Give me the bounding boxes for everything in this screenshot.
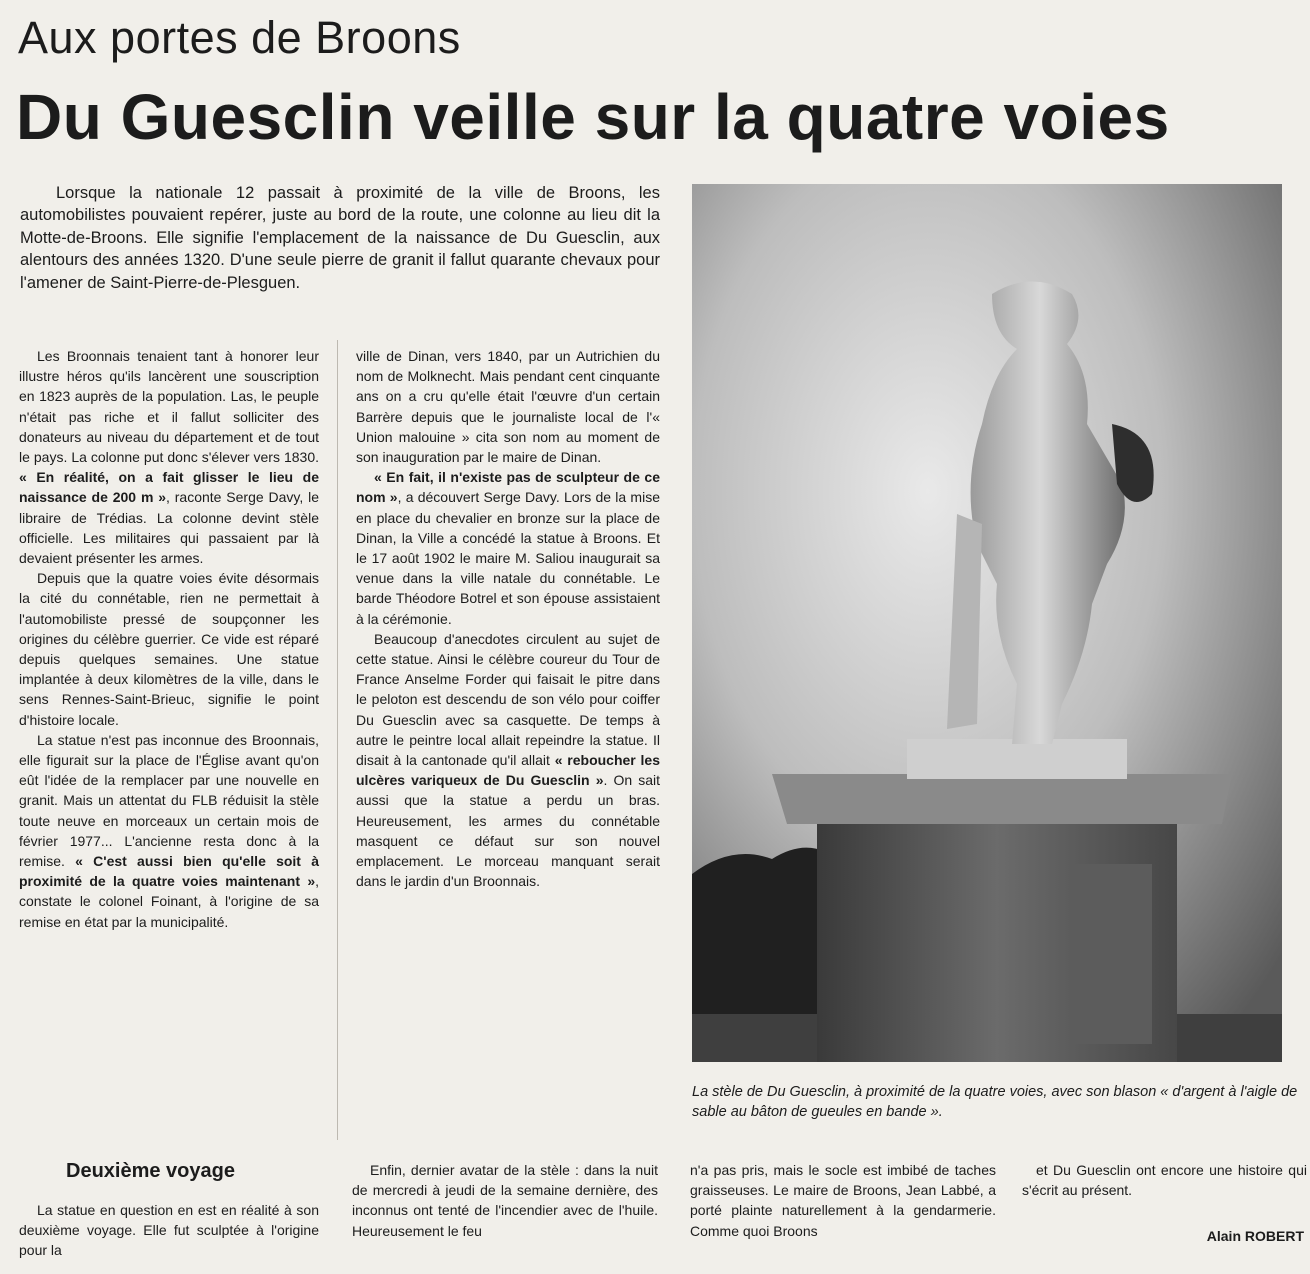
quote: « C'est aussi bien qu'elle soit à proximité de la quatre voies maintenant » [19, 853, 319, 890]
statue-photo [692, 184, 1282, 1062]
bottom-paragraph-4: et Du Guesclin ont encore une histoire qui s'écrit au présent. [1022, 1162, 1307, 1199]
quote: « En réalité, on a fait glisser le lieu de naissance de 200 m » [19, 469, 319, 506]
col2-paragraph-2: « En fait, il n'existe pas de sculpteur de ce nom », a découvert Serge Davy. Lors de la mise en place du chevalier en bronze sur la place de Dinan, la Ville a concédé la statue à Broons. Et le 17 août 1902 le maire M. Saliou inaugurait sa venue dans la ville natale du connétable. Le barde Théodore Botrel et son épouse assistaient à la cérémonie. [356, 469, 660, 627]
byline: Alain ROBERT [1206, 1228, 1304, 1244]
article-column-2 [356, 346, 660, 891]
lead-paragraph: Lorsque la nationale 12 passait à proximité de la ville de Broons, les automobilistes pouvaient repérer, juste au bord de la route, une colonne au lieu dit la Motte-de-Broons. Elle signifie l'emplacement de la naissance de Du Guesclin, aux alentours des années 1320. D'une seule pierre de granit il fallut quarante chevaux pour l'amener de Saint-Pierre-de-Plesguen. [20, 184, 660, 292]
inscription-plaque [1072, 864, 1152, 1044]
subheading: Deuxième voyage [66, 1160, 235, 1182]
quote: « En fait, il n'existe pas de sculpteur de ce nom » [356, 469, 660, 506]
headline: Du Guesclin veille sur la quatre voies [16, 81, 1170, 153]
pedestal-cap [772, 774, 1232, 824]
photo-caption: La stèle de Du Guesclin, à proximité de la quatre voies, avec son blason « d'argent à l'aigle de sable au bâton de gueules en bande ». [692, 1084, 1298, 1120]
article-column-1 [19, 346, 319, 932]
statue-base [907, 739, 1127, 779]
quote: « reboucher les ulcères variqueux de Du Guesclin » [356, 752, 660, 789]
col1-paragraph-2: Depuis que la quatre voies évite désormais la cité du connétable, rien ne permettait à l'automobiliste pressé de soupçonner les origines du célèbre guerrier. Ce vide est réparé depuis quelques semaines. Une statue implantée à deux kilomètres de la ville, dans le sens Rennes-Saint-Brieuc, signifie le point d'histoire locale. [19, 570, 319, 728]
bottom-paragraph-2: Enfin, dernier avatar de la stèle : dans la nuit de mercredi à jeudi de la semaine dernière, des inconnus ont tenté de l'incendier avec de l'huile. Heureusement le feu [352, 1162, 658, 1239]
col1-paragraph-1: Les Broonnais tenaient tant à honorer leur illustre héros qu'ils lancèrent une souscription en 1823 auprès de la population. Las, le peuple n'était pas riche et il fallut solliciter des donateurs au niveau du département et de tout le pays. La colonne put donc s'élever vers 1830. « En réalité, on a fait glisser le lieu de naissance de 200 m », raconte Serge Davy, le libraire de Trédias. La colonne devint stèle officielle. Les militaires qui passaient par là devaient présenter les armes. [19, 348, 319, 567]
statue-illustration [692, 184, 1282, 1062]
col2-paragraph-1: ville de Dinan, vers 1840, par un Autrichien du nom de Molknecht. Mais pendant cent cinquante ans on a cru qu'elle était l'œuvre d'un certain Barrère depuis que le journaliste local de l'« Union malouine » cita son nom au moment de son inauguration par le maire de Dinan. [356, 348, 660, 466]
col1-paragraph-3: La statue n'est pas inconnue des Broonnais, elle figurait sur la place de l'Église avant qu'on eût l'idée de la remplacer par une nouvelle en granit. Mais un attentat du FLB réduisit la stèle toute neuve en morceaux un certain mois de février 1977... L'ancienne resta donc à la remise. « C'est aussi bien qu'elle soit à proximité de la quatre voies maintenant », constate le colonel Foinant, à l'origine de sa remise en état par la municipalité. [19, 731, 319, 930]
bottom-paragraph-1: La statue en question en est en réalité à son deuxième voyage. Elle fut sculptée à l'origine pour la [19, 1202, 319, 1259]
kicker: Aux portes de Broons [18, 12, 461, 63]
column-rule [337, 340, 338, 1140]
col2-paragraph-3: Beaucoup d'anecdotes circulent au sujet de cette statue. Ainsi le célèbre coureur du Tour de France Anselme Forder qui faisait le pitre dans le peloton est descendu de son vélo pour coiffer Du Guesclin avec sa casquette. De temps à autre le peintre local allait repeindre la statue. Il disait à la cantonade qu'il allait « reboucher les ulcères variqueux de Du Guesclin ». On sait aussi que la statue a perdu un bras. Heureusement, les armes du connétable masquent ce défaut sur son nouvel emplacement. Le morceau manquant serait dans le jardin d'un Broonnais. [356, 630, 660, 890]
bottom-paragraph-3: n'a pas pris, mais le socle est imbibé de taches graisseuses. Le maire de Broons, Jean Labbé, a porté plainte naturellement à la gendarmerie. Comme quoi Broons [690, 1162, 996, 1239]
